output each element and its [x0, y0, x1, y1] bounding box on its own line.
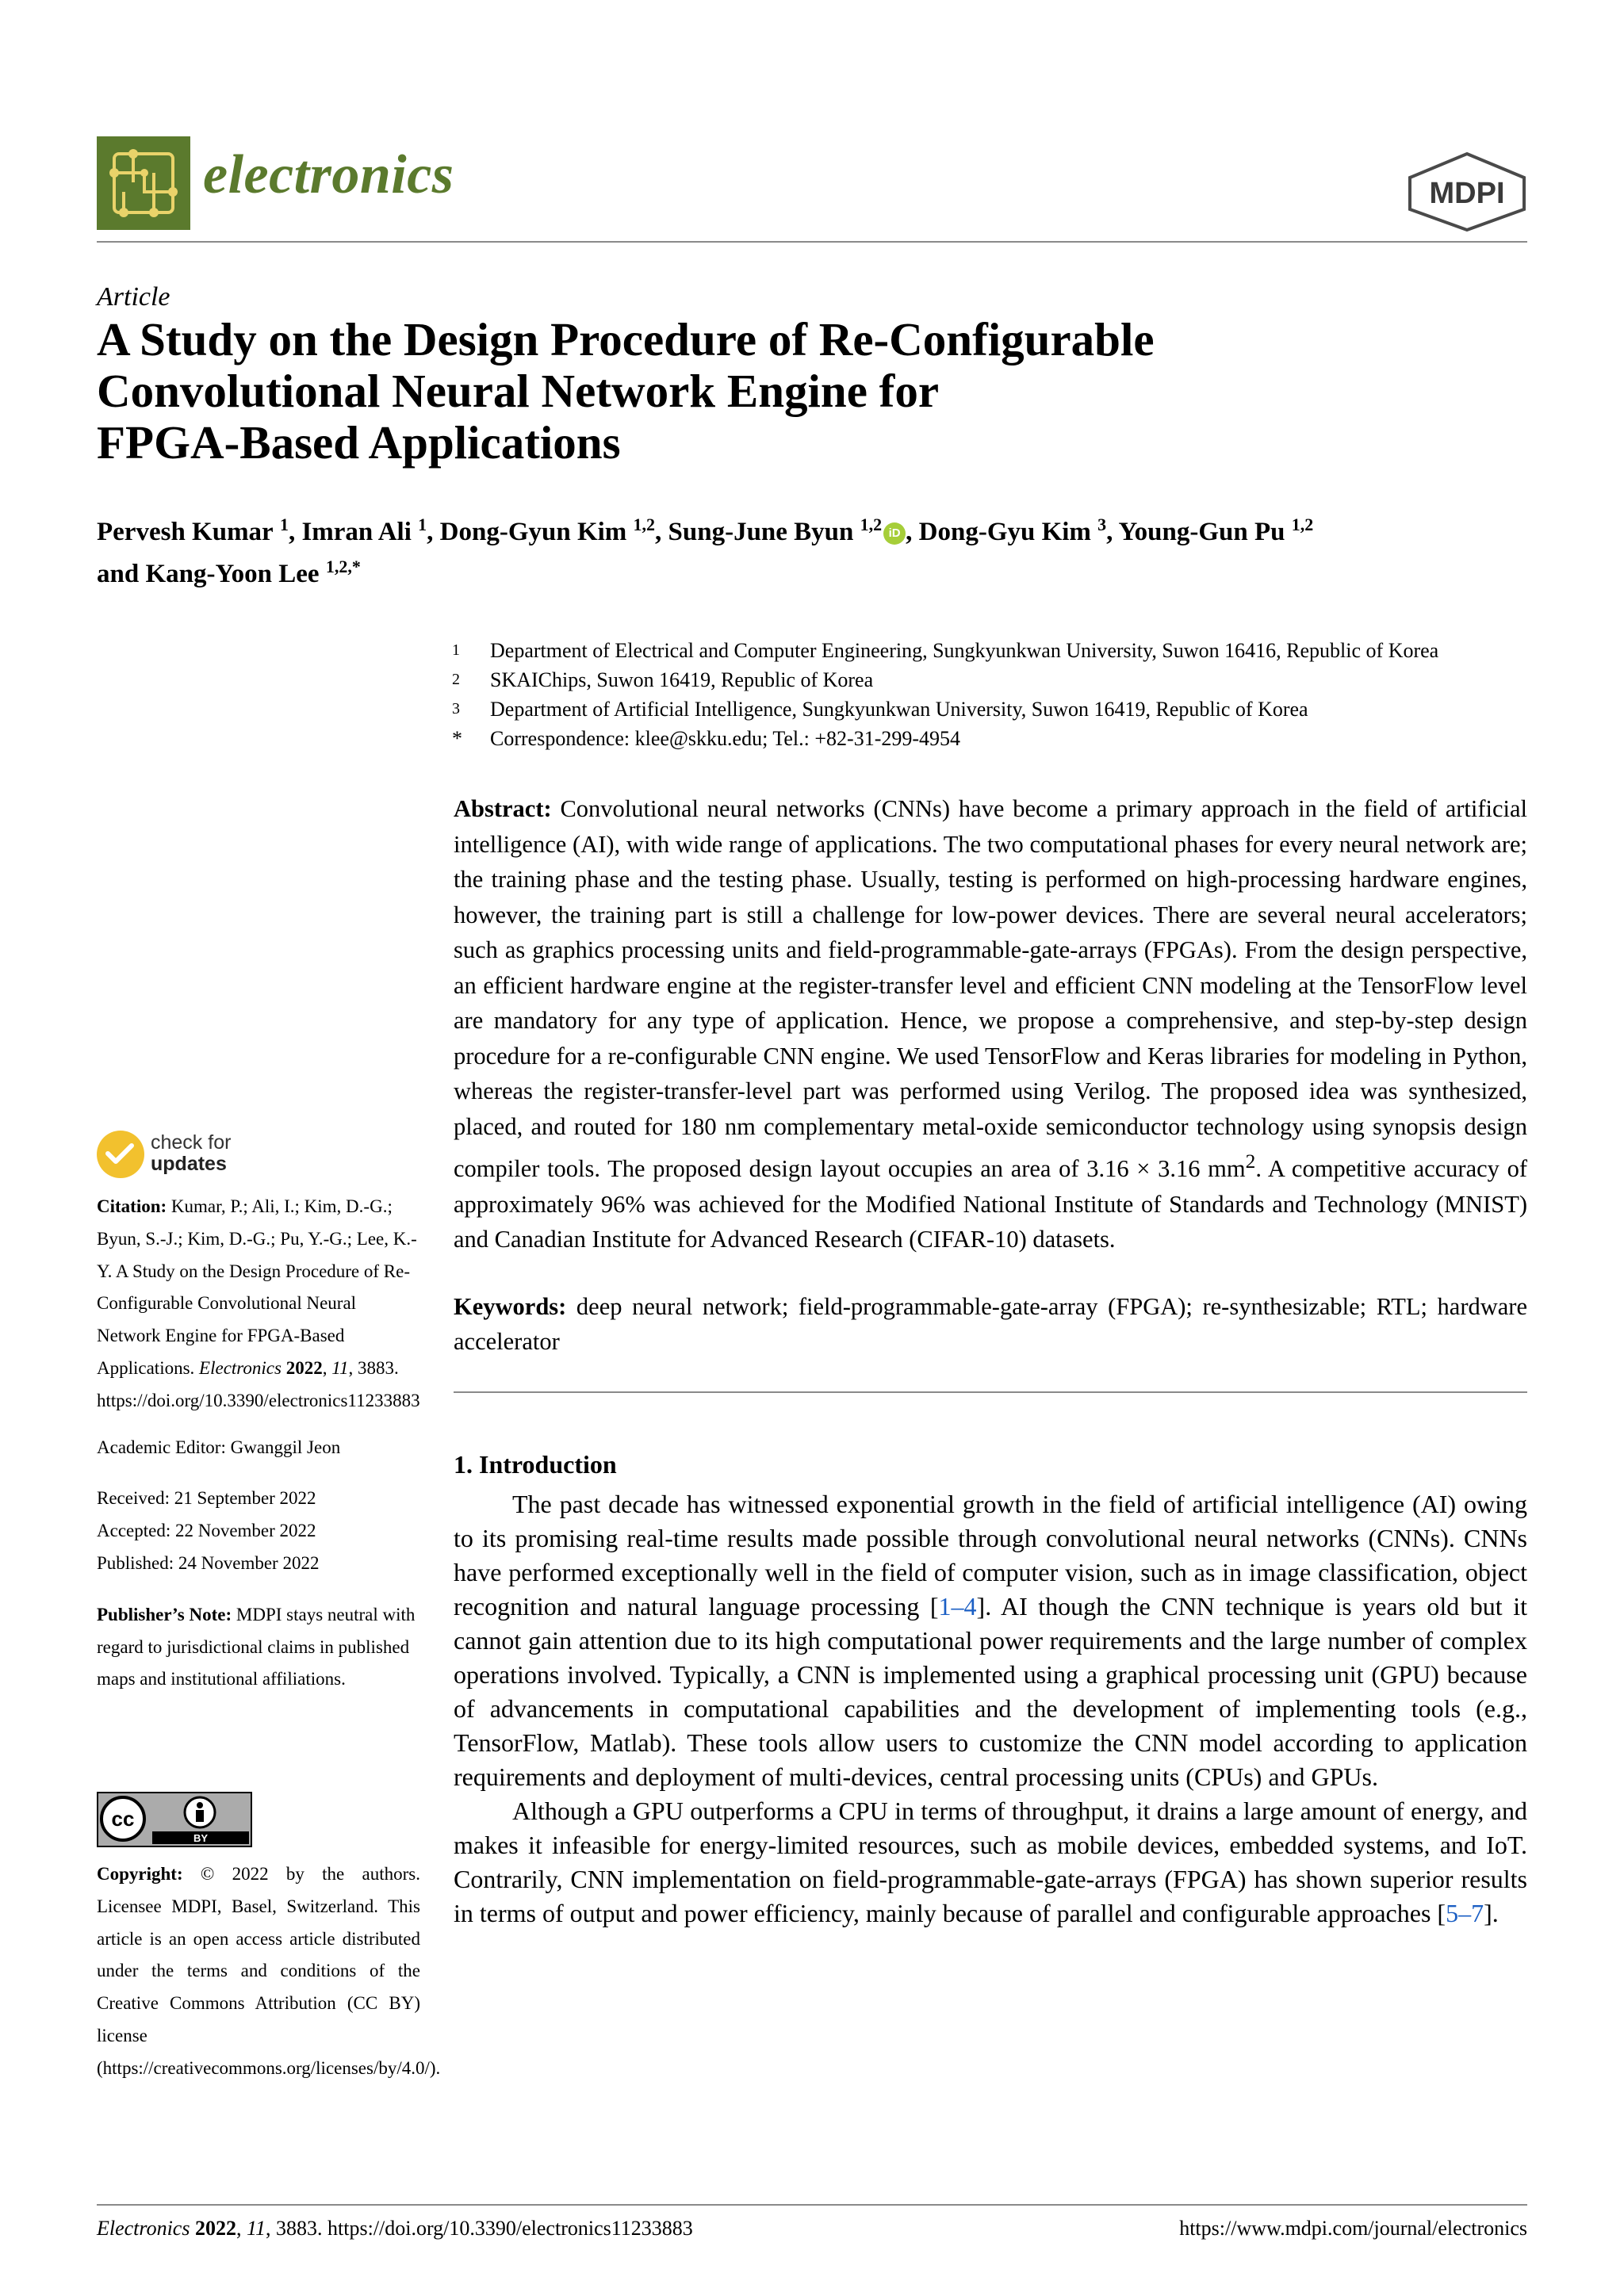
- author-name: Sung-June Byun: [668, 518, 854, 546]
- footer-year: 2022: [194, 2217, 236, 2240]
- abstract-superscript: 2: [1245, 1150, 1256, 1173]
- author-name: Imran Ali: [301, 518, 412, 546]
- received-date: Received: 21 September 2022: [97, 1488, 316, 1509]
- journal-logo-icon: [97, 136, 190, 230]
- author-affiliation: 1,2: [860, 515, 883, 534]
- correspondence-text: Correspondence: klee@skku.edu; Tel.: +82-31-299-4954: [490, 727, 961, 750]
- section-divider: [454, 1391, 1527, 1393]
- published-date: Published: 24 November 2022: [97, 1552, 320, 1573]
- mdpi-logo: [1405, 152, 1529, 232]
- journal-name: electronics: [203, 144, 454, 205]
- article-type: Article: [97, 282, 170, 312]
- affiliation-mark: 1: [452, 641, 460, 659]
- academic-editor: Academic Editor: Gwanggil Jeon: [97, 1437, 341, 1457]
- svg-text:cc: cc: [111, 1807, 135, 1831]
- intro-paragraph: [454, 1794, 1527, 1931]
- author-affiliation: 1: [418, 515, 427, 534]
- affiliation-row: [452, 724, 1530, 753]
- cc-by-label: BY: [193, 1832, 209, 1844]
- affiliation-row: [452, 636, 1530, 665]
- header-divider: [97, 241, 1527, 243]
- abstract-text: Convolutional neural networks (CNNs) have become a primary approach in the field of artificial intelligence (AI), with wide range of applications. The two computational phases for every neural network are; the training phase and the testing phase. Usually, testing is performed on high-processing hardware engines, however, the training part is still a challenge for low-power devices. There are several neural accelerators; such as graphics processing units and field-programmable-gate-arrays (FPGAs). From the design perspective, an efficient hardware engine at the register-transfer level and efficient CNN modeling at the TensorFlow level are mandatory for any type of application. Hence, we propose a comprehensive, and step-by-step design procedure for a re-configurable CNN engine. We used TensorFlow and Keras libraries for modeling in Python, whereas the register-transfer-level part was performed using Verilog. The proposed idea was synthesized, placed, and routed for 180 nm complementary metal-oxide semiconductor technology using synopsis design compiler tools. The proposed design layout occupies an area of 3.16 × 3.16 mm: [454, 795, 1527, 1183]
- citation-label: Citation:: [97, 1196, 167, 1216]
- intro-paragraph: [454, 1487, 1527, 1794]
- affiliation-mark: 2: [452, 671, 460, 688]
- keywords-label: Keywords:: [454, 1292, 567, 1320]
- author-name: Young-Gun Pu: [1118, 518, 1285, 546]
- publisher-note: [97, 1599, 420, 1696]
- affiliation-text: Department of Electrical and Computer Engineering, Sungkyunkwan University, Suwon 16416, Republic of Korea: [490, 639, 1439, 662]
- author-affiliation: 1,2,*: [325, 557, 361, 576]
- footer-volume: 11: [246, 2217, 266, 2240]
- orcid-icon[interactable]: iD: [883, 522, 906, 545]
- check-updates-label: [151, 1132, 231, 1175]
- citation-link[interactable]: 1–4: [938, 1591, 977, 1621]
- check-updates-line: check for: [151, 1131, 232, 1154]
- title-line: Convolutional Neural Network Engine for: [97, 365, 939, 417]
- copyright-text: © 2022 by the authors. Licensee MDPI, Basel, Switzerland. This article is an open access article distributed under the terms and conditions of the Creative Commons Attribution (CC BY) license (https://creativecommons.org/licenses/by/4.0/).: [97, 1864, 441, 2078]
- citation-volume: 11: [331, 1357, 349, 1378]
- main-column: [454, 791, 1527, 1931]
- title-line: A Study on the Design Procedure of Re-Configurable: [97, 313, 1155, 365]
- abstract-label: Abstract:: [454, 795, 552, 822]
- copyright-label: Copyright:: [97, 1864, 183, 1884]
- author-name: Dong-Gyu Kim: [918, 518, 1091, 546]
- cc-by-license-icon[interactable]: [97, 1792, 252, 1847]
- footer-doi[interactable]: , 3883. https://doi.org/10.3390/electronics11233883: [266, 2217, 693, 2240]
- footer-citation: Electronics 2022, 11, 3883. https://doi.org/10.3390/electronics11233883: [97, 2217, 693, 2240]
- citation-block: Citation: Kumar, P.; Ali, I.; Kim, D.-G.; Byun, S.-J.; Kim, D.-G.; Pu, Y.-G.; Lee, K.-Y. A Study on the Design Procedure of Re-Configurable Convolutional Neural Network Engine for FPGA-Based Applications. Electronics 2022, 11, 3883. https://doi.org/10.3390/electronics11233883: [97, 1196, 420, 1410]
- author-affiliation: 3: [1097, 515, 1107, 534]
- citation-doi[interactable]: , 3883. https://doi.org/10.3390/electronics11233883: [97, 1357, 420, 1410]
- keywords: [454, 1289, 1527, 1360]
- affiliation-row: [452, 665, 1530, 695]
- footer-journal: Electronics: [97, 2217, 190, 2240]
- citation-link[interactable]: 5–7: [1446, 1898, 1484, 1927]
- mdpi-logo-text: MDPI: [1429, 177, 1505, 210]
- affiliation-row: [452, 695, 1530, 724]
- citation-journal: Electronics: [199, 1357, 282, 1378]
- check-updates-line: updates: [151, 1153, 227, 1175]
- citation-year: 2022: [285, 1357, 323, 1378]
- publisher-note-text: MDPI stays neutral with regard to jurisdictional claims in published maps and institutional affiliations.: [97, 1604, 416, 1689]
- author-connector: and: [97, 560, 140, 588]
- keywords-text: deep neural network; field-programmable-gate-array (FPGA); re-synthesizable; RTL; hardware accelerator: [454, 1292, 1527, 1356]
- paragraph-text: ].: [1484, 1898, 1499, 1927]
- affiliation-mark: 3: [452, 700, 460, 718]
- author-name: Pervesh Kumar: [97, 518, 274, 546]
- paragraph-text: Although a GPU outperforms a CPU in terms of throughput, it drains a large amount of energy, and makes it infeasible for energy-limited resources, such as mobile devices, embedded systems, and IoT. Contrarily, CNN implementation on field-programmable-gate-arrays (FPGA) has shown superior results in terms of output and power efficiency, mainly because of parallel and configurable approaches [: [454, 1796, 1527, 1927]
- paragraph-text: ]. AI though the CNN technique is years old but it cannot gain attention due to its high computational power requirements and the large number of complex operations involved. Typically, a CNN is implemented using a graphical processing unit (GPU) because of advancements in computational capabilities and the development of implementing tools (e.g., TensorFlow, Matlab). These tools allow users to customize the CNN model according to application requirements and deployment of multi-devices, central processing units (CPUs) and GPUs.: [454, 1591, 1528, 1791]
- abstract-text-end: . A competitive accuracy of approximately 96% was achieved for the Modified National Institute of Standards and Technology (MNIST) and Canadian Institute for Advanced Research (CIFAR-10) datasets.: [454, 1155, 1527, 1253]
- footer-divider: [97, 2204, 1527, 2206]
- publisher-note-label: Publisher’s Note:: [97, 1604, 232, 1624]
- affiliation-text: Department of Artificial Intelligence, Sungkyunkwan University, Suwon 16419, Republic of Korea: [490, 698, 1308, 721]
- check-for-updates-badge[interactable]: [97, 1129, 287, 1181]
- article-title: [97, 314, 1445, 469]
- citation-text: Kumar, P.; Ali, I.; Kim, D.-G.; Byun, S.-J.; Kim, D.-G.; Pu, Y.-G.; Lee, K.-Y. A Study on the Design Procedure of Re-Configurable Convolutional Neural Network Engine for FPGA-Based Applications.: [97, 1196, 417, 1378]
- author-name: Dong-Gyun Kim: [439, 518, 627, 546]
- author-name: Kang-Yoon Lee: [145, 560, 320, 588]
- author-affiliation: 1,2: [633, 515, 656, 534]
- sidebar: [97, 1191, 420, 1696]
- accepted-date: Accepted: 22 November 2022: [97, 1521, 316, 1541]
- author-affiliation: 1: [279, 515, 289, 534]
- section-heading: 1. Introduction: [454, 1449, 617, 1479]
- affiliation-mark: *: [452, 727, 462, 750]
- author-list: Pervesh Kumar $^1$, Imran Ali $^1$, Dong-Gyun Kim $^{1,2}$, Sung-June Byun $^{1,2}$ iD , Dong-Gyu Kim $^3$, Young-Gun Pu $^{1,2}$ and Kang-Yoon Lee $^{1,2,*}$: [97, 515, 1314, 588]
- affiliation-text: SKAIChips, Suwon 16419, Republic of Korea: [490, 668, 874, 691]
- copyright-paragraph: [97, 1858, 441, 2085]
- check-circle-icon: [97, 1131, 144, 1178]
- copyright-block: [97, 1858, 441, 2085]
- author-affiliation: 1,2: [1291, 515, 1314, 534]
- paragraph-text: The past decade has witnessed exponential growth in the field of artificial intelligence (AI) owing to its promising real-time results made possible through convolutional neural networks (CNNs). CNNs have performed exceptionally well in the field of computer vision, such as in image classification, object recognition and natural language processing [: [454, 1489, 1527, 1621]
- abstract: [454, 791, 1527, 1257]
- affiliations: [452, 636, 1530, 753]
- title-line: FPGA-Based Applications: [97, 416, 621, 469]
- footer-journal-url[interactable]: https://www.mdpi.com/journal/electronics: [1179, 2217, 1527, 2240]
